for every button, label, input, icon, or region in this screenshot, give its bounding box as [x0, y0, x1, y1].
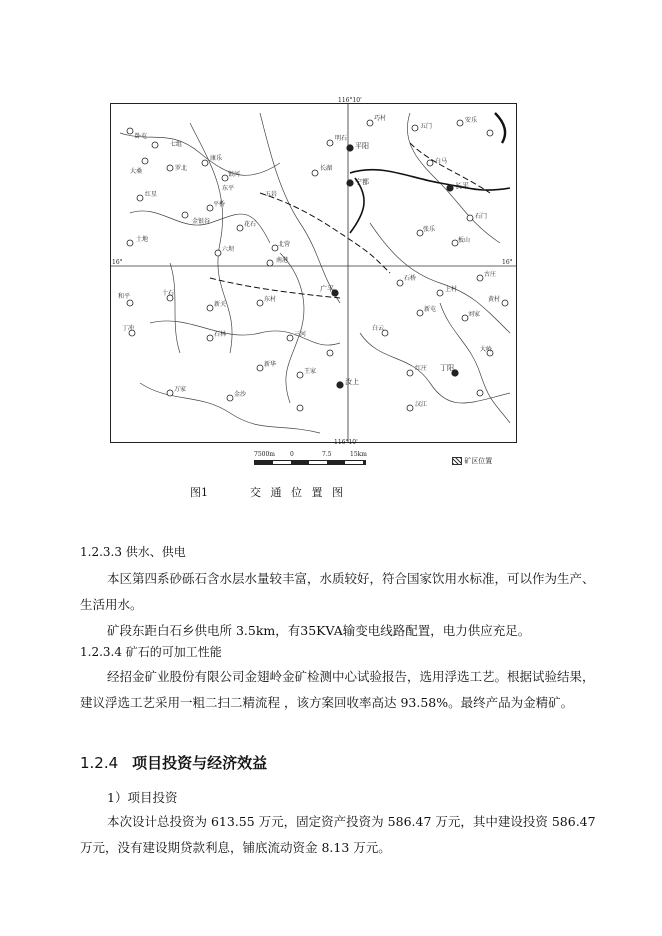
- place-label: 六坝: [222, 246, 235, 253]
- place-label: 新屯: [424, 306, 437, 313]
- place-label: 和平: [118, 293, 131, 300]
- mine-location-icon: [452, 457, 462, 465]
- place-label: 罗北: [175, 165, 188, 172]
- place-label: 红星: [145, 191, 158, 198]
- place-label: 银河: [228, 171, 241, 178]
- place-label: 七组: [170, 141, 183, 148]
- place-label: 刘家: [468, 311, 481, 318]
- place-label: 万家: [174, 386, 187, 393]
- place-label: 安乐: [465, 117, 478, 124]
- map-drawing: [110, 103, 517, 443]
- paragraph: 矿段东距白石乡供电所 3.5km，有35KVA输变电线路配置，电力供应充足。: [107, 623, 531, 638]
- place-label: 金银谷: [192, 218, 211, 225]
- place-label: 上村: [445, 286, 458, 293]
- place-label: 新华: [264, 361, 277, 368]
- place-label: 大岭: [480, 346, 493, 353]
- figure-number: 图1: [190, 486, 208, 499]
- place-label: 新关: [214, 301, 227, 308]
- place-label: 金沙: [234, 391, 247, 398]
- traffic-location-map: [110, 97, 517, 446]
- place-label: 板山: [458, 237, 471, 244]
- scale-label: 15km: [350, 451, 367, 458]
- town-label: 广平: [320, 285, 334, 293]
- place-label: 石门: [475, 213, 488, 220]
- scale-bar: [254, 460, 366, 465]
- place-label: 平桥: [213, 201, 226, 208]
- place-label: 红庄: [415, 365, 428, 372]
- place-label: 五岩: [265, 191, 278, 198]
- heading-1-2-3-3: 1.2.3.3 供水、供电: [80, 545, 186, 559]
- place-label: 土地: [136, 236, 149, 243]
- place-label: 康乐: [210, 155, 223, 162]
- place-label: 三河: [294, 331, 307, 338]
- place-label: 五门: [420, 123, 433, 130]
- place-label: 白马: [435, 158, 448, 165]
- place-label: 白云: [372, 325, 385, 332]
- lat-label-right: 16°: [502, 259, 513, 266]
- paragraph: 本次设计总投资为 613.55 万元，固定资产投资为 586.47 万元，其中建设投资 586.47 万元，没有建设期贷款利息，铺底流动资金 8.13 万元。: [80, 814, 596, 855]
- place-label: 黄村: [488, 296, 501, 303]
- place-label: 张乐: [423, 226, 436, 233]
- place-label: 王家: [304, 368, 317, 375]
- place-label: 东平: [222, 185, 235, 192]
- heading-title: 项目投资与经济效益: [132, 754, 268, 772]
- place-label: 古庄: [484, 271, 497, 278]
- place-label: 卧屯: [135, 133, 148, 140]
- heading-number: 1.2.4: [80, 754, 119, 772]
- place-label: 长湖: [320, 165, 333, 172]
- place-label: 巧村: [374, 115, 387, 122]
- figure-title: 交 通 位 置 图: [250, 486, 346, 499]
- place-label: 北营: [278, 241, 291, 248]
- town-label: 丁阳: [440, 364, 454, 372]
- lon-label-bottom: 116°10': [334, 439, 358, 446]
- place-label: 石桥: [404, 275, 417, 282]
- place-label: 石林: [214, 331, 227, 338]
- place-label: 大桑: [130, 168, 143, 175]
- legend: [452, 456, 492, 466]
- heading-1-2-4: [80, 752, 267, 773]
- scale-label: 7.5: [322, 451, 332, 458]
- paragraph: 本区第四系砂砾石含水层水量较丰富，水质较好，符合国家饮用水标准，可以作为生产、生活用水。: [80, 571, 595, 612]
- paragraph: 经招金矿业股份有限公司金翅岭金矿检测中心试验报告，选用浮选工艺。根据试验结果，建议浮选工艺采用一粗二扫二精流程 ，该方案回收率高达 93.58%。最终产品为金精矿。: [80, 669, 595, 710]
- place-label: 汉江: [415, 401, 428, 408]
- scale-label: 0: [290, 451, 294, 458]
- lat-label-left: 16°: [112, 259, 123, 266]
- place-label: 丁冲: [122, 325, 135, 332]
- place-label: 花石: [244, 221, 257, 228]
- town-label: 汝上: [345, 378, 359, 386]
- place-label: 东村: [264, 296, 277, 303]
- place-label: 十石: [162, 290, 175, 297]
- lon-label-top: 116°10': [338, 97, 362, 104]
- place-label: 明石: [335, 135, 348, 142]
- heading-1-2-3-4: 1.2.3.4 矿石的可加工性能: [80, 645, 222, 659]
- place-label: 南港: [276, 257, 289, 264]
- town-label: 长平: [455, 182, 469, 190]
- scale-label: 7500m: [254, 451, 275, 458]
- legend-label: 矿区位置: [464, 457, 493, 465]
- town-label: 平阳: [355, 142, 369, 150]
- town-label: 宁都: [355, 178, 369, 186]
- subheading-investment: 1）项目投资: [107, 790, 178, 805]
